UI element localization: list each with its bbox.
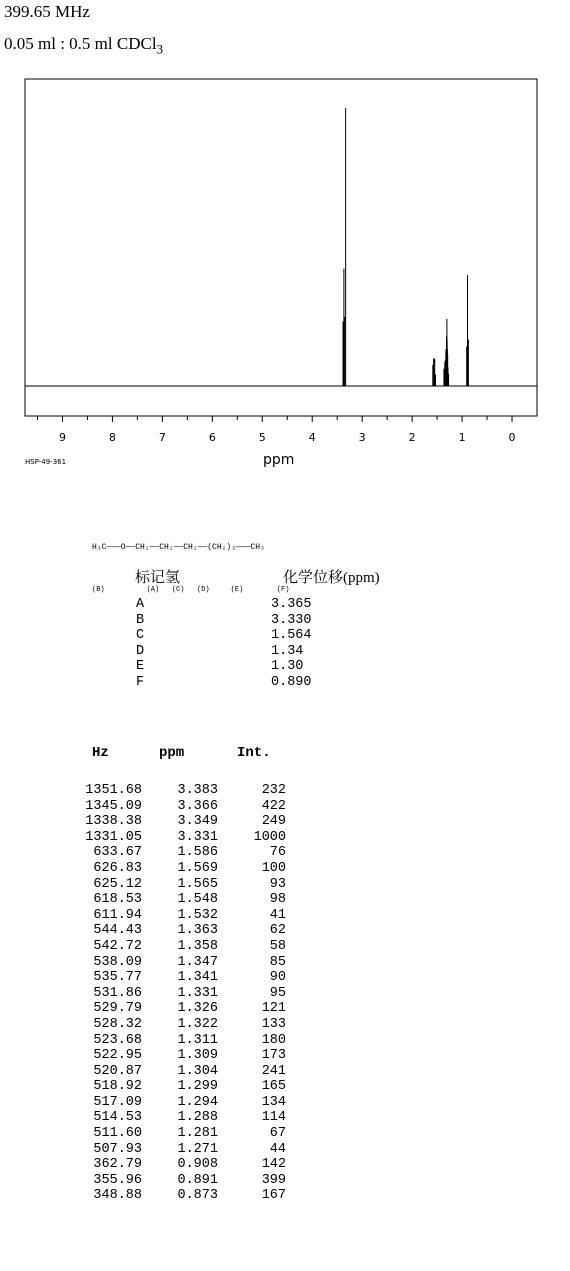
peak-hz: 348.88: [93, 1188, 142, 1204]
peak-ppm: 1.565: [177, 876, 218, 892]
peak-ppm: 1.569: [177, 860, 218, 876]
spectrum-code: HSP-49-361: [25, 458, 67, 466]
assignment-shift: 1.34: [271, 643, 304, 659]
assignment-header-shift: 化学位移(ppm): [283, 570, 380, 586]
assignment-label: A: [136, 597, 145, 612]
peak-column-hz: [62, 783, 142, 1204]
peak-hz: 544.43: [93, 923, 142, 939]
peak-int: 62: [269, 923, 286, 939]
molecular-structure: [92, 513, 289, 611]
peak-int: 95: [269, 985, 286, 1001]
peak-ppm: 1.363: [177, 923, 218, 939]
peak-ppm: 1.586: [177, 845, 218, 861]
peak-hz: 355.96: [93, 1172, 142, 1188]
peak-ppm: 3.349: [177, 814, 218, 830]
peak-hz: 538.09: [93, 954, 142, 970]
x-tick-label: 4: [308, 431, 316, 444]
assignment-shift: 1.30: [271, 659, 304, 675]
peak-column-int: [230, 783, 286, 1204]
peak-hz: 520.87: [93, 1063, 142, 1079]
peak-int: 67: [269, 1126, 286, 1142]
assignment-labels: [136, 597, 144, 691]
peak-hz: 507.93: [93, 1141, 142, 1157]
x-tick-label: 2: [408, 431, 416, 444]
peak-ppm: 1.532: [177, 907, 218, 923]
nmr-spectrum-chart: [0, 0, 570, 480]
x-tick-label: 5: [258, 431, 266, 444]
peak-int: 44: [269, 1141, 286, 1157]
peak-int: 142: [261, 1157, 286, 1173]
peak-ppm: 0.873: [177, 1188, 218, 1204]
peak-int: 114: [261, 1110, 286, 1126]
peak-ppm: 1.288: [177, 1110, 218, 1126]
peak-ppm: 3.331: [177, 829, 218, 845]
peak-ppm: 1.341: [177, 970, 218, 986]
peak-hz: 523.68: [93, 1032, 142, 1048]
peak-hz: 535.77: [93, 970, 142, 986]
peak-int: 98: [269, 892, 286, 908]
peak-int: 133: [261, 1016, 286, 1032]
peak-int: 76: [269, 845, 286, 861]
x-tick-label: 1: [458, 431, 466, 444]
peak-ppm: 3.366: [177, 798, 218, 814]
peak-hz: 1338.38: [85, 814, 142, 830]
peak-ppm: 1.299: [177, 1079, 218, 1095]
peak-hz: 511.60: [93, 1126, 142, 1142]
peak-header-ppm: ppm: [159, 745, 185, 761]
peak-ppm: 1.322: [177, 1016, 218, 1032]
spectrometer-frequency: 399.65 MHz: [4, 2, 90, 21]
solvent-subscript: 3: [156, 41, 164, 57]
peak-ppm: 1.548: [177, 892, 218, 908]
peak-hz: 1351.68: [85, 783, 142, 798]
peak-int: 165: [261, 1079, 286, 1095]
peak-ppm: 1.311: [177, 1032, 218, 1048]
peak-int: 241: [261, 1063, 286, 1079]
x-axis-label: ppm: [263, 452, 295, 468]
peak-ppm: 1.331: [177, 985, 218, 1001]
peak-column-ppm: [150, 783, 218, 1204]
peak-hz: 611.94: [93, 907, 142, 923]
peak-int: 173: [261, 1048, 286, 1064]
peak-ppm: 0.891: [177, 1172, 218, 1188]
peak-int: 399: [261, 1172, 286, 1188]
x-tick-label: 9: [58, 431, 66, 444]
structure-formula: H₃C———O——CH₂——CH₂——CH₂——(CH₂)₃———CH₃: [92, 543, 265, 552]
peak-int: 58: [269, 938, 286, 954]
peak-hz: 542.72: [93, 938, 142, 954]
assignment-label: D: [136, 643, 145, 659]
peak-int: 249: [261, 814, 286, 830]
peak-int: 422: [261, 798, 286, 814]
plot-frame: [25, 79, 537, 416]
peak-int: 93: [269, 876, 286, 892]
peak-header-hz: Hz: [92, 745, 109, 761]
assignment-label: F: [136, 674, 145, 690]
x-tick-label: 6: [208, 431, 216, 444]
x-tick-label: 0: [508, 431, 516, 444]
peak-hz: 626.83: [93, 860, 142, 876]
peak-hz: 633.67: [93, 845, 142, 861]
x-tick-label: 7: [158, 431, 166, 444]
peak-ppm: 1.281: [177, 1126, 218, 1142]
assignment-label: E: [136, 659, 145, 675]
peak-hz: 625.12: [93, 876, 142, 892]
peak-hz: 517.09: [93, 1094, 142, 1110]
assignment-label: C: [136, 628, 145, 644]
peak-int: 90: [269, 970, 286, 986]
assignment-header-label: 标记氢: [135, 570, 181, 586]
peak-header-int: Int.: [237, 745, 271, 761]
peak-int: 100: [261, 860, 286, 876]
peak-hz: 531.86: [93, 985, 142, 1001]
assignment-shift: 3.365: [271, 597, 312, 612]
peak-hz: 1331.05: [85, 829, 142, 845]
assignment-shift: 3.330: [271, 612, 312, 628]
peak-int: 1000: [253, 829, 286, 845]
x-axis-ticks: [37, 416, 515, 444]
peak-hz: 362.79: [93, 1157, 142, 1173]
assignment-shift: 1.564: [271, 628, 312, 644]
peak-int: 85: [269, 954, 286, 970]
peak-int: 41: [269, 907, 286, 923]
peak-int: 134: [261, 1094, 286, 1110]
peak-hz: 1345.09: [85, 798, 142, 814]
assignment-label: B: [136, 612, 145, 628]
peak-ppm: 1.271: [177, 1141, 218, 1157]
peak-int: 180: [261, 1032, 286, 1048]
peak-ppm: 1.326: [177, 1001, 218, 1017]
peak-ppm: 1.358: [177, 938, 218, 954]
peak-hz: 522.95: [93, 1048, 142, 1064]
structure-labels: (B) (A) (C) (D) (E) (F): [92, 586, 290, 594]
peak-ppm: 1.347: [177, 954, 218, 970]
peak-ppm: 1.304: [177, 1063, 218, 1079]
x-tick-label: 8: [108, 431, 116, 444]
assignment-shifts: [271, 597, 312, 691]
peak-hz: 518.92: [93, 1079, 142, 1095]
peak-hz: 529.79: [93, 1001, 142, 1017]
assignment-shift: 0.890: [271, 674, 312, 690]
solvent-text: 0.05 ml : 0.5 ml CDCl: [4, 34, 157, 53]
peak-int: 121: [261, 1001, 286, 1017]
peak-ppm: 3.383: [177, 783, 218, 798]
peak-int: 167: [261, 1188, 286, 1204]
peak-ppm: 1.294: [177, 1094, 218, 1110]
peak-int: 232: [261, 783, 286, 798]
peak-hz: 514.53: [93, 1110, 142, 1126]
peak-hz: 618.53: [93, 892, 142, 908]
peak-ppm: 0.908: [177, 1157, 218, 1173]
peak-hz: 528.32: [93, 1016, 142, 1032]
spectrum-peaks: [343, 108, 468, 386]
x-tick-label: 3: [358, 431, 366, 444]
peak-ppm: 1.309: [177, 1048, 218, 1064]
